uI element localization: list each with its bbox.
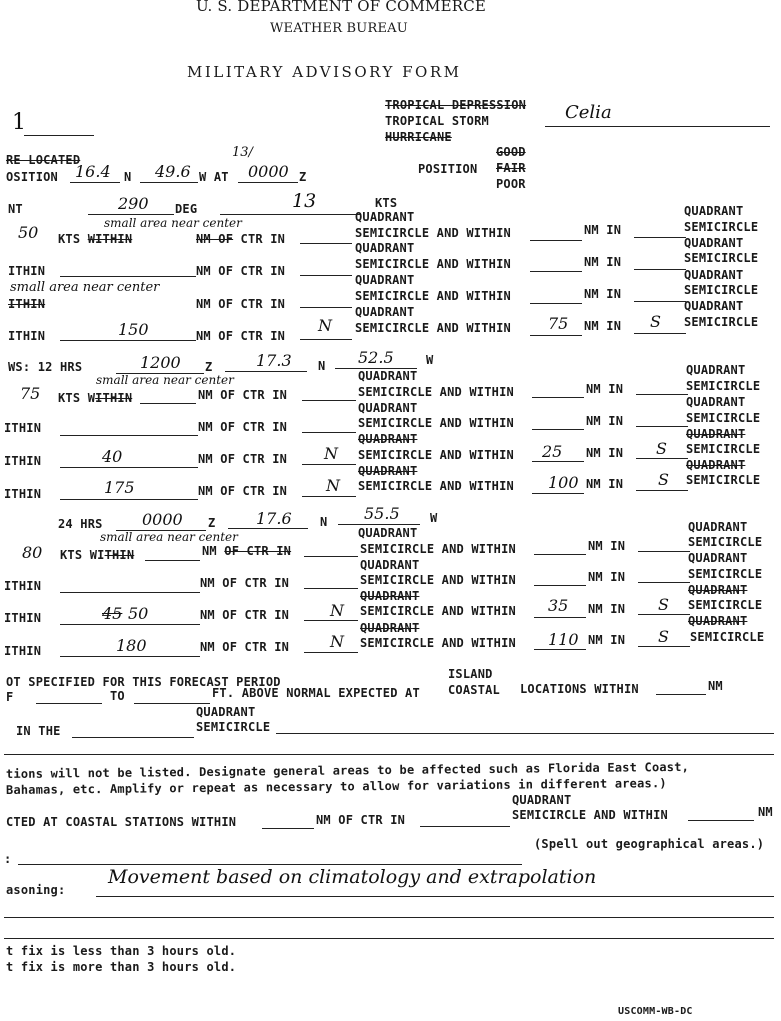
semicircle-label: SEMICIRCLE — [684, 220, 759, 234]
quadrant-label: QUADRANT — [355, 210, 415, 224]
within-label: ITHIN — [4, 611, 42, 625]
quadrant-label: QUADRANT — [196, 705, 256, 719]
nm-label: NM — [708, 679, 723, 693]
f24-side-4: N — [330, 632, 344, 651]
f12-side2-3: S — [656, 439, 667, 458]
nm-in-label: NM IN — [584, 319, 622, 333]
quadrant-label: QUADRANT — [688, 551, 748, 565]
semi-and-within-label: SEMICIRCLE AND WITHIN — [360, 636, 516, 650]
position-lat: 16.4 — [75, 162, 111, 181]
position-lon: 49.6 — [155, 162, 191, 181]
current-side-4: N — [318, 316, 332, 335]
z-label: Z — [205, 360, 213, 374]
f12-radius2-4: 100 — [548, 473, 579, 492]
within-label: ITHIN — [8, 329, 46, 343]
f12-side2-4: S — [658, 470, 669, 489]
quadrant-label: QUADRANT — [358, 464, 418, 478]
semicircle-label: SEMICIRCLE — [688, 598, 763, 612]
deg-label: DEG — [175, 202, 198, 216]
coastal-label: COASTAL — [448, 683, 500, 697]
semicircle-label: SEMICIRCLE — [684, 315, 759, 329]
semi-and-within-label: SEMICIRCLE AND WITHIN — [512, 808, 668, 822]
semicircle-label: SEMICIRCLE — [686, 442, 761, 456]
storm-type-hurricane: HURRICANE — [385, 130, 452, 144]
current-radius2-4: 75 — [548, 314, 569, 333]
quadrant-label: QUADRANT — [686, 427, 746, 441]
nm-of-ctr-label: NM OF CTR IN — [196, 329, 286, 343]
island-label: ISLAND — [448, 667, 493, 681]
f12-radius-3: 40 — [102, 447, 123, 466]
quadrant-label: QUADRANT — [512, 793, 572, 807]
coastal-stations-label: CTED AT COASTAL STATIONS WITHIN — [6, 815, 237, 829]
semicircle-label: SEMICIRCLE — [690, 630, 765, 644]
f24-time: 0000 — [142, 510, 183, 529]
forecast-24-label: 24 HRS — [58, 517, 103, 531]
w-label: W — [430, 511, 438, 525]
semicircle-label: SEMICIRCLE — [686, 473, 761, 487]
semi-and-within-label: SEMICIRCLE AND WITHIN — [355, 289, 511, 303]
nm-in-label: NM IN — [588, 570, 626, 584]
tides-label: OT SPECIFIED FOR THIS FORECAST PERIOD — [6, 675, 281, 689]
within-label: ITHIN — [8, 264, 46, 278]
nm-of-ctr-label: NM OF CTR IN — [196, 264, 286, 278]
nm-of-ctr-label: NM OF CTR IN — [316, 813, 406, 827]
within-label: ITHIN — [4, 579, 42, 593]
tides-to-label: TO — [110, 689, 125, 703]
current-wind-1: 50 — [18, 223, 39, 242]
quadrant-label: QUADRANT — [360, 558, 420, 572]
f12-radius2-3: 25 — [542, 442, 563, 461]
within-label: ITHIN — [4, 454, 42, 468]
nm-of-ctr-label: NM OF CTR IN — [198, 452, 288, 466]
position-label: OSITION — [6, 170, 58, 184]
nm-in-label: NM IN — [586, 414, 624, 428]
f24-radius-3-struck: 45 — [102, 604, 123, 623]
storm-name: Celia — [565, 102, 612, 123]
movement-direction: 290 — [118, 194, 149, 213]
within-label: ITHIN — [4, 644, 42, 658]
quadrant-label: QUADRANT — [360, 621, 420, 635]
semicircle-label: SEMICIRCLE — [688, 567, 763, 581]
reasoning-label: asoning: — [6, 883, 66, 897]
forecast-12-label: WS: 12 HRS — [8, 360, 83, 374]
f12-lat: 17.3 — [256, 351, 292, 370]
position-time: 0000 — [248, 162, 289, 181]
f12-radius-4: 175 — [104, 478, 135, 497]
nm-in-label: NM IN — [588, 539, 626, 553]
semicircle-label: SEMICIRCLE — [688, 535, 763, 549]
f24-side2-4: S — [658, 627, 669, 646]
reasoning-text: Movement based on climatology and extrapolation — [108, 866, 597, 888]
f24-lat: 17.6 — [256, 509, 292, 528]
storm-type-tropical-storm: TROPICAL STORM — [385, 114, 489, 128]
semi-and-within-label: SEMICIRCLE AND WITHIN — [358, 448, 514, 462]
semicircle-label: SEMICIRCLE — [684, 251, 759, 265]
f12-side-3: N — [324, 444, 338, 463]
current-side2-4: S — [650, 312, 661, 331]
semi-and-within-label: SEMICIRCLE AND WITHIN — [360, 542, 516, 556]
nm-of-ctr-label: NM OF CTR IN — [196, 232, 286, 246]
quadrant-label: QUADRANT — [358, 526, 418, 540]
quadrant-label: QUADRANT — [355, 241, 415, 255]
within-label: ITHIN — [4, 487, 42, 501]
quadrant-label: QUADRANT — [358, 369, 418, 383]
advisory-number: 1 — [12, 110, 26, 135]
current-note-1: small area near center — [104, 216, 242, 230]
quadrant-label: QUADRANT — [684, 236, 744, 250]
kts-within-label: KTS WITHIN — [58, 232, 133, 246]
nm-in-label: NM IN — [586, 446, 624, 460]
nm-of-ctr-label: NM OF CTR IN — [200, 640, 290, 654]
nm-in-label: NM IN — [588, 633, 626, 647]
in-the-label: IN THE — [16, 724, 61, 738]
quadrant-label: QUADRANT — [355, 305, 415, 319]
semi-and-within-label: SEMICIRCLE AND WITHIN — [360, 604, 516, 618]
nm-in-label: NM IN — [584, 255, 622, 269]
n-label: N — [320, 515, 328, 529]
quality-poor: POOR — [496, 177, 526, 191]
nm-in-label: NM IN — [584, 287, 622, 301]
current-note-3: small area near center — [10, 280, 160, 295]
quadrant-label: QUADRANT — [355, 273, 415, 287]
within-label: ITHIN — [4, 421, 42, 435]
nm-of-ctr-label: NM OF CTR IN — [198, 388, 288, 402]
w-label: W — [426, 353, 434, 367]
tides-above-label: FT. ABOVE NORMAL EXPECTED AT — [212, 686, 420, 700]
lat-n-label: N — [124, 170, 132, 184]
f12-time: 1200 — [140, 353, 181, 372]
spell-out-note: (Spell out geographical areas.) — [534, 837, 765, 851]
storm-type-depression: TROPICAL DEPRESSION — [385, 98, 527, 112]
nm-label: NM — [758, 805, 773, 819]
nm-of-ctr-label: NM OF CTR IN — [196, 297, 286, 311]
quadrant-label: QUADRANT — [684, 268, 744, 282]
nm-in-label: NM IN — [584, 223, 622, 237]
quality-good: GOOD — [496, 145, 526, 159]
form-title: MILITARY ADVISORY FORM — [187, 63, 462, 81]
f24-radius-4: 180 — [116, 636, 147, 655]
department-heading: U. S. DEPARTMENT OF COMMERCE — [196, 0, 487, 15]
nm-of-ctr-label: NM OF CTR IN — [202, 544, 292, 558]
f12-side-4: N — [326, 476, 340, 495]
f24-lon: 55.5 — [364, 504, 400, 523]
nm-of-ctr-label: NM OF CTR IN — [200, 608, 290, 622]
quadrant-label: QUADRANT — [688, 614, 748, 628]
semicircle-label: SEMICIRCLE — [684, 283, 759, 297]
f24-wind-1: 80 — [22, 543, 43, 562]
semicircle-label: SEMICIRCLE — [686, 411, 761, 425]
quadrant-label: QUADRANT — [684, 204, 744, 218]
colon-label: : — [4, 852, 12, 866]
tides-f-label: F — [6, 690, 14, 704]
nm-of-ctr-label: NM OF CTR IN — [198, 484, 288, 498]
quadrant-label: QUADRANT — [358, 432, 418, 446]
position-date: 13/ — [232, 145, 253, 160]
z-label: Z — [208, 516, 216, 530]
quadrant-label: QUADRANT — [684, 299, 744, 313]
f24-side2-3: S — [658, 595, 669, 614]
relocated-label: RE LOCATED — [6, 153, 81, 167]
fix-less-note: t fix is less than 3 hours old. — [6, 944, 237, 958]
nm-in-label: NM IN — [588, 602, 626, 616]
position-quality-label: POSITION — [418, 162, 478, 176]
f12-wind-1: 75 — [20, 384, 41, 403]
semi-and-within-label: SEMICIRCLE AND WITHIN — [358, 385, 514, 399]
semi-and-within-label: SEMICIRCLE AND WITHIN — [355, 257, 511, 271]
n-label: N — [318, 359, 326, 373]
movement-label: NT — [8, 202, 23, 216]
lon-w-label: W AT — [199, 170, 229, 184]
f12-lon: 52.5 — [358, 348, 394, 367]
semi-and-within-label: SEMICIRCLE AND WITHIN — [355, 226, 511, 240]
f24-radius2-3: 35 — [548, 596, 569, 615]
movement-speed: 13 — [292, 190, 317, 212]
kts-within-label: KTS WITHIN — [58, 391, 133, 405]
quadrant-label: QUADRANT — [688, 520, 748, 534]
quadrant-label: QUADRANT — [686, 395, 746, 409]
quadrant-label: QUADRANT — [686, 458, 746, 472]
fix-more-note: t fix is more than 3 hours old. — [6, 960, 237, 974]
nm-of-ctr-label: NM OF CTR IN — [198, 420, 288, 434]
nm-in-label: NM IN — [586, 382, 624, 396]
quadrant-label: QUADRANT — [360, 589, 420, 603]
f24-radius-3: 50 — [128, 604, 149, 623]
semicircle-label: SEMICIRCLE — [686, 379, 761, 393]
instructions-line-2: Bahamas, etc. Amplify or repeat as necessary to allow for variations in different areas.) — [5, 776, 667, 797]
time-z-label: Z — [299, 170, 307, 184]
nm-in-label: NM IN — [586, 477, 624, 491]
quadrant-label: QUADRANT — [688, 583, 748, 597]
f24-note: small area near center — [100, 530, 238, 544]
semi-and-within-label: SEMICIRCLE AND WITHIN — [358, 416, 514, 430]
quadrant-label: QUADRANT — [686, 363, 746, 377]
f12-note: small area near center — [96, 373, 234, 387]
locations-within-label: LOCATIONS WITHIN — [520, 682, 639, 696]
bureau-heading: WEATHER BUREAU — [270, 21, 408, 36]
kts-label: KTS — [375, 196, 398, 210]
f24-radius2-4: 110 — [548, 630, 579, 649]
quality-fair: FAIR — [496, 161, 526, 175]
semi-and-within-label: SEMICIRCLE AND WITHIN — [355, 321, 511, 335]
semi-and-within-label: SEMICIRCLE AND WITHIN — [360, 573, 516, 587]
nm-of-ctr-label: NM OF CTR IN — [200, 576, 290, 590]
current-radius-4: 150 — [118, 320, 149, 339]
instructions-line-1: tions will not be listed. Designate general areas to be affected such as Florida East Coast, — [5, 759, 690, 781]
within-label: ITHIN — [8, 297, 46, 311]
quadrant-label: QUADRANT — [358, 401, 418, 415]
f24-side-3: N — [330, 601, 344, 620]
semi-and-within-label: SEMICIRCLE AND WITHIN — [358, 479, 514, 493]
kts-within-label: KTS WITHIN — [60, 548, 135, 562]
semicircle-label: SEMICIRCLE — [196, 720, 271, 734]
form-code: USCOMM-WB-DC — [618, 1006, 693, 1017]
